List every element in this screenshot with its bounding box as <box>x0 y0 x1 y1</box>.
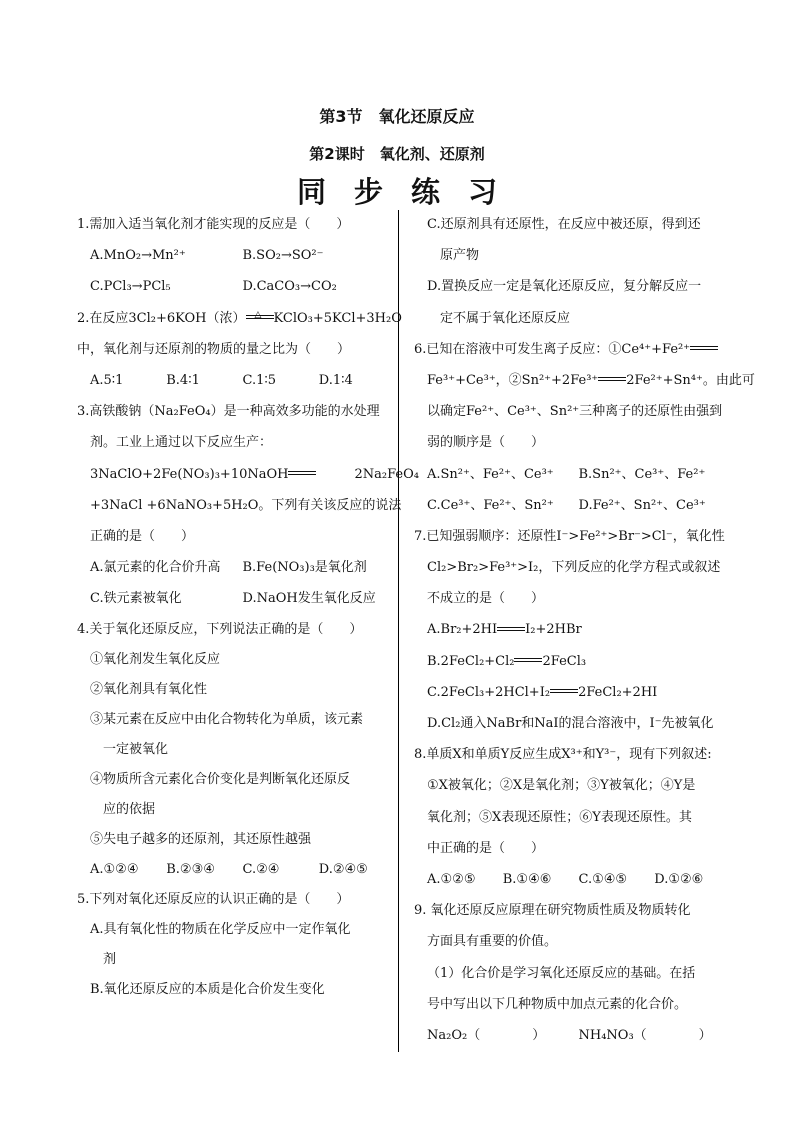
question-6-option-c: C.Ce³⁺、Fe²⁺、Sn²⁺ <box>427 497 554 513</box>
equals-sign <box>598 375 626 385</box>
left-column <box>77 214 419 1009</box>
question-2-equation-right: KClO₃+5KCl+3H₂O <box>273 310 402 326</box>
question-3-line-4: +3NaCl +6NaNO₃+5H₂O。下列有关该反应的说法 <box>90 497 402 513</box>
question-3-option-c: C.铁元素被氧化 <box>90 591 182 607</box>
question-6-equation-1: 6.已知在溶液中可发生离子反应：①Ce⁴⁺+Fe²⁺ <box>414 341 691 357</box>
reaction-arrow <box>246 310 274 323</box>
question-3-line-5: 正确的是（ ） <box>90 528 195 544</box>
column-divider <box>398 210 399 1052</box>
question-6-option-b: B.Sn²⁺、Ce³⁺、Fe²⁺ <box>578 466 706 482</box>
question-4-statement-3-cont: 一定被氧化 <box>103 742 169 758</box>
question-7-option-c-left: C.2FeCl₃+2HCl+I₂ <box>427 684 551 700</box>
question-8-line-1: 8.单质X和单质Y反应生成X³⁺和Y³⁻，现有下列叙述: <box>414 747 712 763</box>
question-3-options-ab <box>77 557 395 588</box>
question-5-option-c-cont: 原产物 <box>440 248 480 264</box>
question-1-option-b: B.SO₂→SO²⁻ <box>242 248 324 264</box>
question-7-option-a <box>414 619 730 650</box>
question-4-statement-5: ⑤失电子越多的还原剂，其还原性越强 <box>90 832 312 848</box>
section-title: 第3节 氧化还原反应 <box>319 107 475 126</box>
question-7-line-3: 不成立的是（ ） <box>427 591 545 607</box>
question-8-option-a: A.①②⑤ <box>427 871 476 887</box>
question-3-option-d: D.NaOH发生氧化反应 <box>242 591 376 607</box>
question-4-statement-4: ④物质所含元素化合价变化是判断氧化还原反 <box>90 772 351 788</box>
question-7-line-1: 7.已知强弱顺序：还原性I⁻>Fe²⁺>Br⁻>Cl⁻，氧化性 <box>414 528 725 544</box>
question-3-equation-right: 2Na₂FeO₄ <box>354 466 419 482</box>
question-7-option-b <box>414 651 730 682</box>
question-7-option-a-right: I₂+2HBr <box>525 622 582 638</box>
equals-sign <box>690 344 718 354</box>
lesson-title: 第2课时 氧化剂、还原剂 <box>309 145 485 163</box>
question-2-stem-2: 中，氧化剂与还原剂的物质的量之比为（ ） <box>77 341 351 357</box>
question-4-option-c: C.②④ <box>242 862 280 878</box>
question-1-option-c: C.PCl₃→PCl₅ <box>90 279 171 295</box>
question-4-statement-3: ③某元素在反应中由化合物转化为单质，该元素 <box>90 712 364 728</box>
question-2-option-d: D.1∶4 <box>318 372 353 388</box>
question-5-stem: 5.下列对氧化还原反应的认识正确的是（ ） <box>77 892 350 908</box>
question-1-options-cd <box>77 276 395 307</box>
question-7-option-a-left: A.Br₂+2HI <box>427 622 498 638</box>
question-6-line-4: 弱的顺序是（ ） <box>427 435 545 451</box>
question-2-option-b: B.4∶1 <box>166 372 200 388</box>
question-6-line-2 <box>414 370 755 401</box>
question-2-stem <box>77 308 402 339</box>
question-4-stem: 4.关于氧化还原反应，下列说法正确的是（ ） <box>77 622 363 638</box>
question-4-option-d: D.②④⑤ <box>318 862 368 878</box>
question-9-line-1: 9. 氧化还原反应原理在研究物质性质及物质转化 <box>414 903 691 919</box>
question-8-option-b: B.①④⑥ <box>502 871 552 887</box>
question-5-option-a: A.具有氧化性的物质在化学反应中一定作氧化 <box>90 922 351 938</box>
question-3-options-cd <box>77 588 395 619</box>
question-6-options-cd <box>414 495 730 526</box>
question-3-option-b: B.Fe(NO₃)₃是氧化剂 <box>242 560 367 576</box>
question-3-line-3 <box>77 464 419 495</box>
equals-sign <box>497 625 525 635</box>
question-7-option-c <box>414 682 730 713</box>
equals-sign <box>550 687 578 697</box>
question-4-statement-4-cont: 应的依据 <box>103 802 156 818</box>
question-5-option-d: D.置换反应一定是氧化还原反应，复分解反应一 <box>427 279 702 295</box>
question-1-options-ab <box>77 245 395 276</box>
question-5-option-a-cont: 剂 <box>103 952 117 968</box>
question-7-line-2: Cl₂>Br₂>Fe³⁺>I₂，下列反应的化学方程式或叙述 <box>427 560 721 576</box>
question-4-statement-1: ①氧化剂发生氧化反应 <box>90 652 221 668</box>
question-3-line-2: 剂。工业上通过以下反应生产： <box>90 435 273 451</box>
question-8-line-4: 中正确的是（ ） <box>427 840 545 856</box>
question-9-line-3: （1）化合价是学习氧化还原反应的基础。在括 <box>427 965 696 981</box>
question-9-line-4: 号中写出以下几种物质中加点元素的化合价。 <box>427 996 688 1012</box>
question-4-statement-2: ②氧化剂具有氧化性 <box>90 682 208 698</box>
question-8-line-3: 氧化剂；⑤X表现还原性；⑥Y表现还原性。其 <box>427 809 692 825</box>
question-5-option-b: B.氧化还原反应的本质是化合价发生变化 <box>90 982 325 998</box>
question-4-option-b: B.②③④ <box>166 862 215 878</box>
question-2-equation-left: 2.在反应3Cl₂+6KOH（浓） <box>77 310 246 326</box>
practice-title: 同步练习 <box>296 175 525 209</box>
right-column <box>414 214 755 1056</box>
question-2-options <box>77 370 395 401</box>
equals-sign <box>288 469 316 479</box>
question-6-line-3: 以确定Fe²⁺、Ce³⁺、Sn²⁺三种离子的还原性由强到 <box>427 404 723 420</box>
question-7-option-b-right: 2FeCl₃ <box>542 653 587 669</box>
question-8-options <box>414 869 730 900</box>
question-1-option-d: D.CaCO₃→CO₂ <box>242 279 337 295</box>
question-9-line-2: 方面具有重要的价值。 <box>427 934 558 950</box>
question-6-equation-2-left: Fe³⁺+Ce³⁺，②Sn²⁺+2Fe³⁺ <box>427 372 599 388</box>
question-8-option-c: C.①④⑤ <box>578 871 628 887</box>
question-6-line-1 <box>414 339 730 370</box>
question-9-blank-na2o2[interactable]: Na₂O₂（ ） <box>427 1027 546 1043</box>
question-7-option-d: D.Cl₂通入NaBr和NaI的混合溶液中，I⁻先被氧化 <box>427 716 714 731</box>
question-6-options-ab <box>414 464 730 495</box>
heat-symbol: △ <box>254 310 262 321</box>
question-2-option-a: A.5∶1 <box>90 372 124 388</box>
question-1-stem: 1.需加入适当氧化剂才能实现的反应是（ ） <box>77 217 350 232</box>
question-2-option-c: C.1∶5 <box>242 372 277 388</box>
question-7-option-b-left: B.2FeCl₂+Cl₂ <box>427 653 515 669</box>
question-8-line-2: ①X被氧化；②X是氧化剂；③Y被氧化；④Y是 <box>427 778 696 794</box>
question-5-option-d-cont: 定不属于氧化还原反应 <box>440 310 571 326</box>
equals-sign <box>514 656 542 666</box>
question-4-options <box>77 859 395 889</box>
question-3-option-a: A.氯元素的化合价升高 <box>90 560 221 576</box>
question-6-option-a: A.Sn²⁺、Fe²⁺、Ce³⁺ <box>427 466 554 482</box>
question-1-option-a: A.MnO₂→Mn²⁺ <box>90 248 186 264</box>
question-9-fill-blanks <box>414 1025 730 1056</box>
question-7-option-c-right: 2FeCl₂+2HI <box>578 684 658 700</box>
question-6-option-d: D.Fe²⁺、Sn²⁺、Ce³⁺ <box>578 497 706 513</box>
question-4-option-a: A.①②④ <box>90 862 139 878</box>
question-6-equation-2-right: 2Fe²⁺+Sn⁴⁺。由此可 <box>626 372 755 388</box>
question-3-line-1: 3.高铁酸钠（Na₂FeO₄）是一种高效多功能的水处理 <box>77 404 380 420</box>
question-5-option-c: C.还原剂具有还原性，在反应中被还原，得到还 <box>427 217 701 232</box>
question-8-option-d: D.①②⑥ <box>654 871 704 887</box>
question-9-blank-nh4no3[interactable]: NH₄NO₃（ ） <box>578 1027 712 1043</box>
question-3-equation-left: 3NaClO+2Fe(NO₃)₃+10NaOH <box>90 466 289 482</box>
